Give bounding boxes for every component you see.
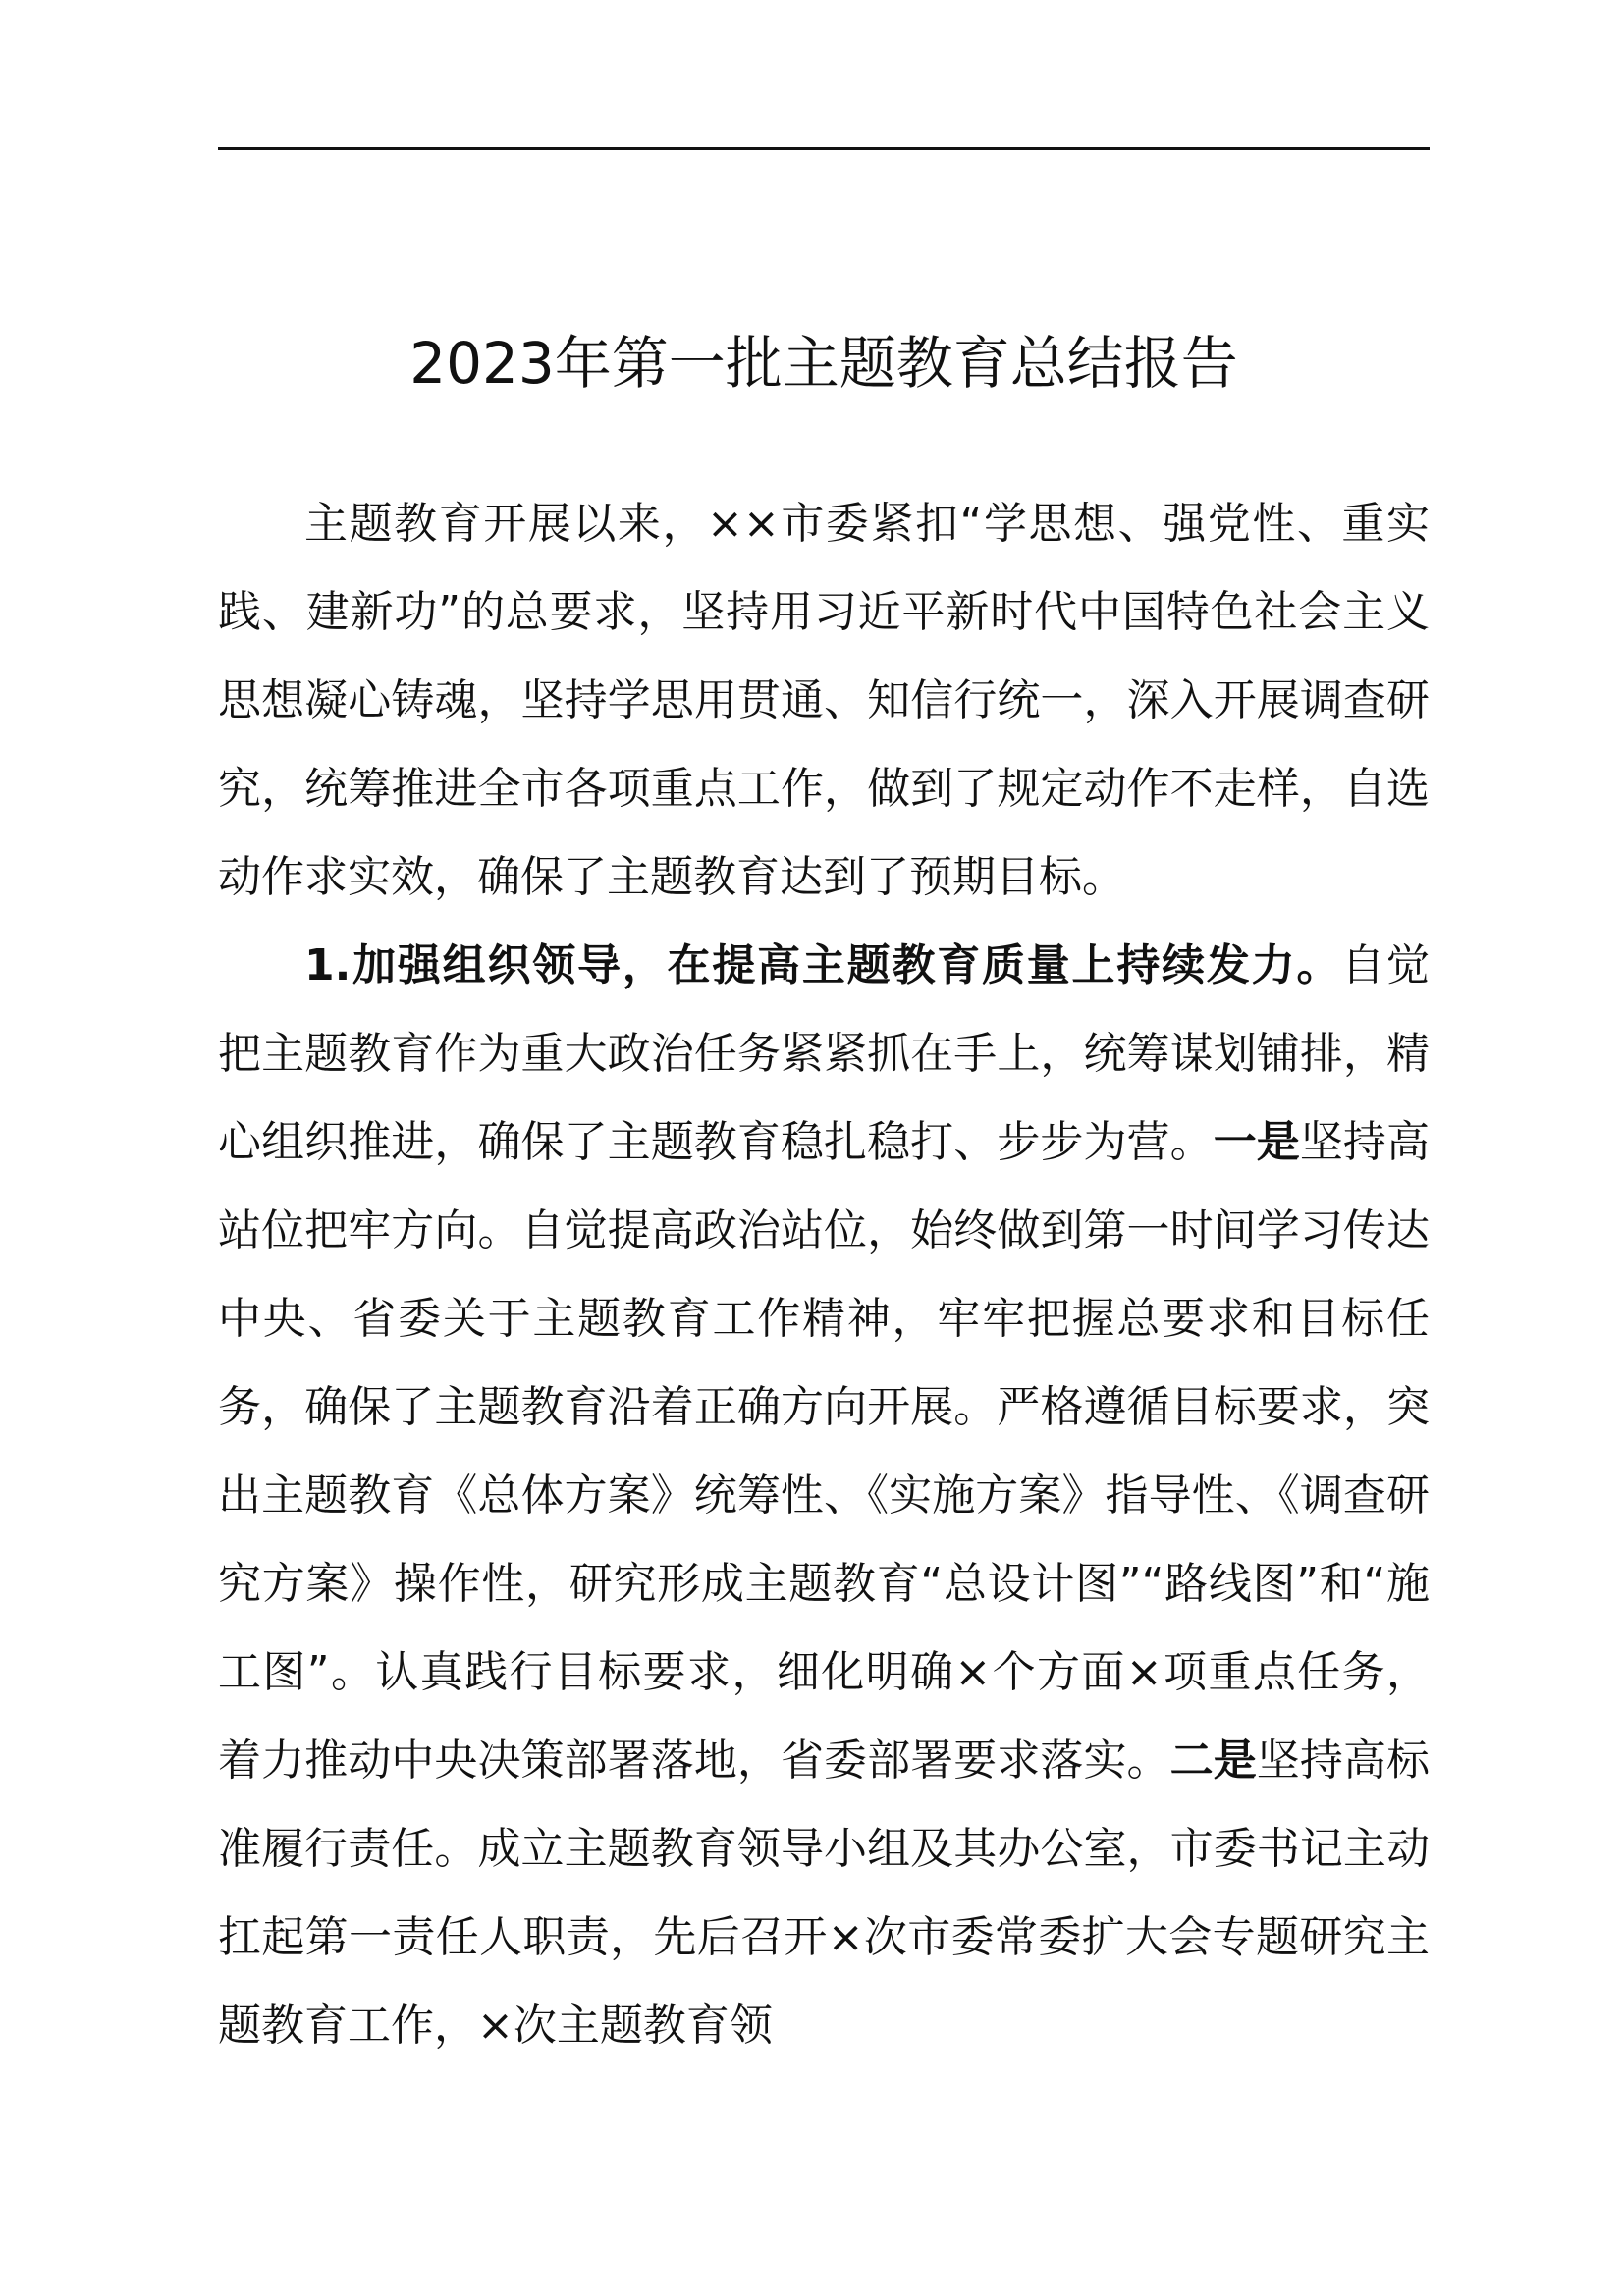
intro-paragraph: 主题教育开展以来，××市委紧扣“学思想、强党性、重实践、建新功”的总要求，坚持用习近平新时代中国特色社会主义思想凝心铸魂，坚持学思用贯通、知信行统一，深入开展调查研究，统筹推进全市各项重点工作，做到了规定动作不走样，自选动作求实效，确保了主题教育达到了预期目标。	[218, 499, 1430, 902]
document-title: 2023年第一批主题教育总结报告	[409, 330, 1238, 397]
section-1-paragraph	[218, 922, 1430, 2070]
section-1-text-c: 坚持高标准履行责任。成立主题教育领导小组及其办公室，市委书记主动扛起第一责任人职责，先后召开×次市委常委扩大会专题研究主题教育工作，×次主题教育领	[218, 1735, 1431, 2051]
section-1-text-b: 坚持高站位把牢方向。自觉提高政治站位，始终做到第一时间学习传达中央、省委关于主题教育工作精神，牢牢把握总要求和目标任务，确保了主题教育沿着正确方向开展。严格遵循目标要求，突出主题教育《总体方案》统筹性、《实施方案》指导性、《调查研究方案》操作性，研究形成主题教育“总设计图”“路线图”和“施工图”。认真践行目标要求，细化明确×个方面×项重点任务，着力推动中央决策部署落地，省委部署要求落实。	[218, 1117, 1431, 1786]
section-1-heading: 1.加强组织领导，在提高主题教育质量上持续发力。	[304, 940, 1342, 990]
header-rule	[218, 147, 1430, 150]
document-body	[218, 480, 1430, 2070]
section-1-text-a: 自觉把主题教育作为重大政治任务紧紧抓在手上，统筹谋划铺排，精心组织推进，确保了主题教育稳扎稳打、步步为营。	[218, 940, 1431, 1167]
section-1-marker-1: 一是	[1213, 1117, 1300, 1167]
section-1-marker-2: 二是	[1169, 1735, 1257, 1786]
